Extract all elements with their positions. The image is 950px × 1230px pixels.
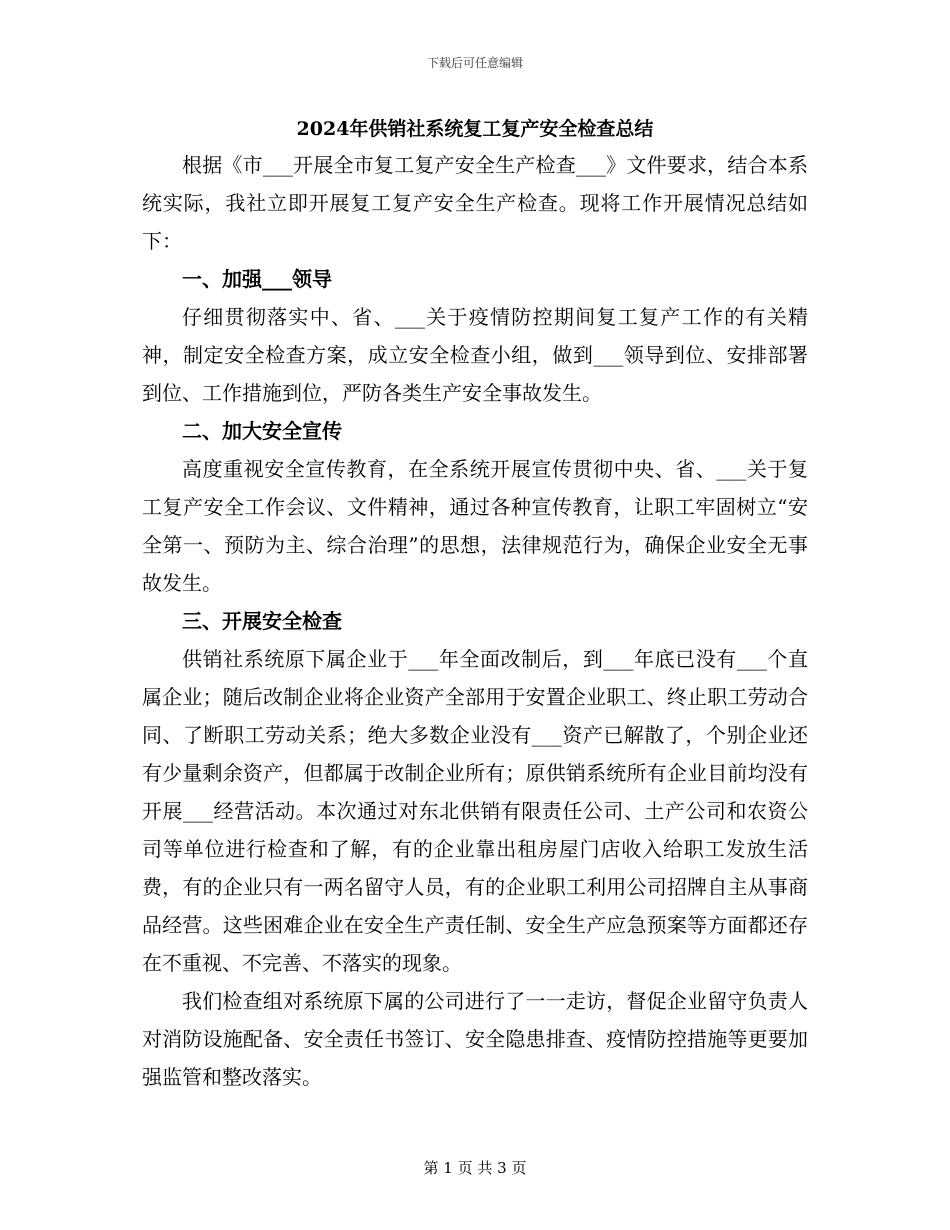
section-1-heading: 一、加强___领导 <box>182 267 332 291</box>
intro-paragraph: 根据《市___开展全市复工复产安全生产检查___》文件要求，结合本系统实际，我社立即开展复工复产安全生产检查。现将工作开展情况总结如下： <box>142 153 808 253</box>
document-title: 2024年供销社系统复工复产安全检查总结 <box>296 118 654 140</box>
page-number: 第 1 页 共 3 页 <box>423 1159 527 1177</box>
section-2-paragraph: 高度重视安全宣传教育，在全系统开展宣传贯彻中央、省、___关于复工复产安全工作会议、文件精神，通过各种宣传教育，让职工牢固树立“安全第一、预防为主、综合治理”的思想，法律规范行为，确保企业安全无事故发生。 <box>142 457 808 595</box>
section-3-heading: 三、开展安全检查 <box>182 609 342 633</box>
section-1-paragraph: 仔细贯彻落实中、省、___关于疫情防控期间复工复产工作的有关精神，制定安全检查方案，成立安全检查小组，做到___领导到位、安排部署到位、工作措施到位，严防各类生产安全事故发生。 <box>142 305 808 405</box>
section-2-heading: 二、加大安全宣传 <box>182 419 342 443</box>
page-header-note: 下载后可任意编辑 <box>426 56 523 70</box>
section-3-paragraph-1: 供销社系统原下属企业于___年全面改制后，到___年底已没有___个直属企业；随后改制企业将企业资产全部用于安置企业职工、终止职工劳动合同、了断职工劳动关系；绝大多数企业没有___资产已解散了，个别企业还有少量剩余资产，但都属于改制企业所有；原供销系统所有企业目前均没有开展___经营活动。本次通过对东北供销有限责任公司、土产公司和农资公司等单位进行检查和了解，有的企业靠出租房屋门店收入给职工发放生活费，有的企业只有一两名留守人员，有的企业职工利用公司招牌自主从事商品经营。这些困难企业在安全生产责任制、安全生产应急预案等方面都还存在不重视、不完善、不落实的现象。 <box>142 647 808 975</box>
document-body <box>142 146 808 1096</box>
section-3-paragraph-2: 我们检查组对系统原下属的公司进行了一一走访，督促企业留守负责人对消防设施配备、安全责任书签订、安全隐患排查、疫情防控措施等更要加强监管和整改落实。 <box>142 989 808 1089</box>
